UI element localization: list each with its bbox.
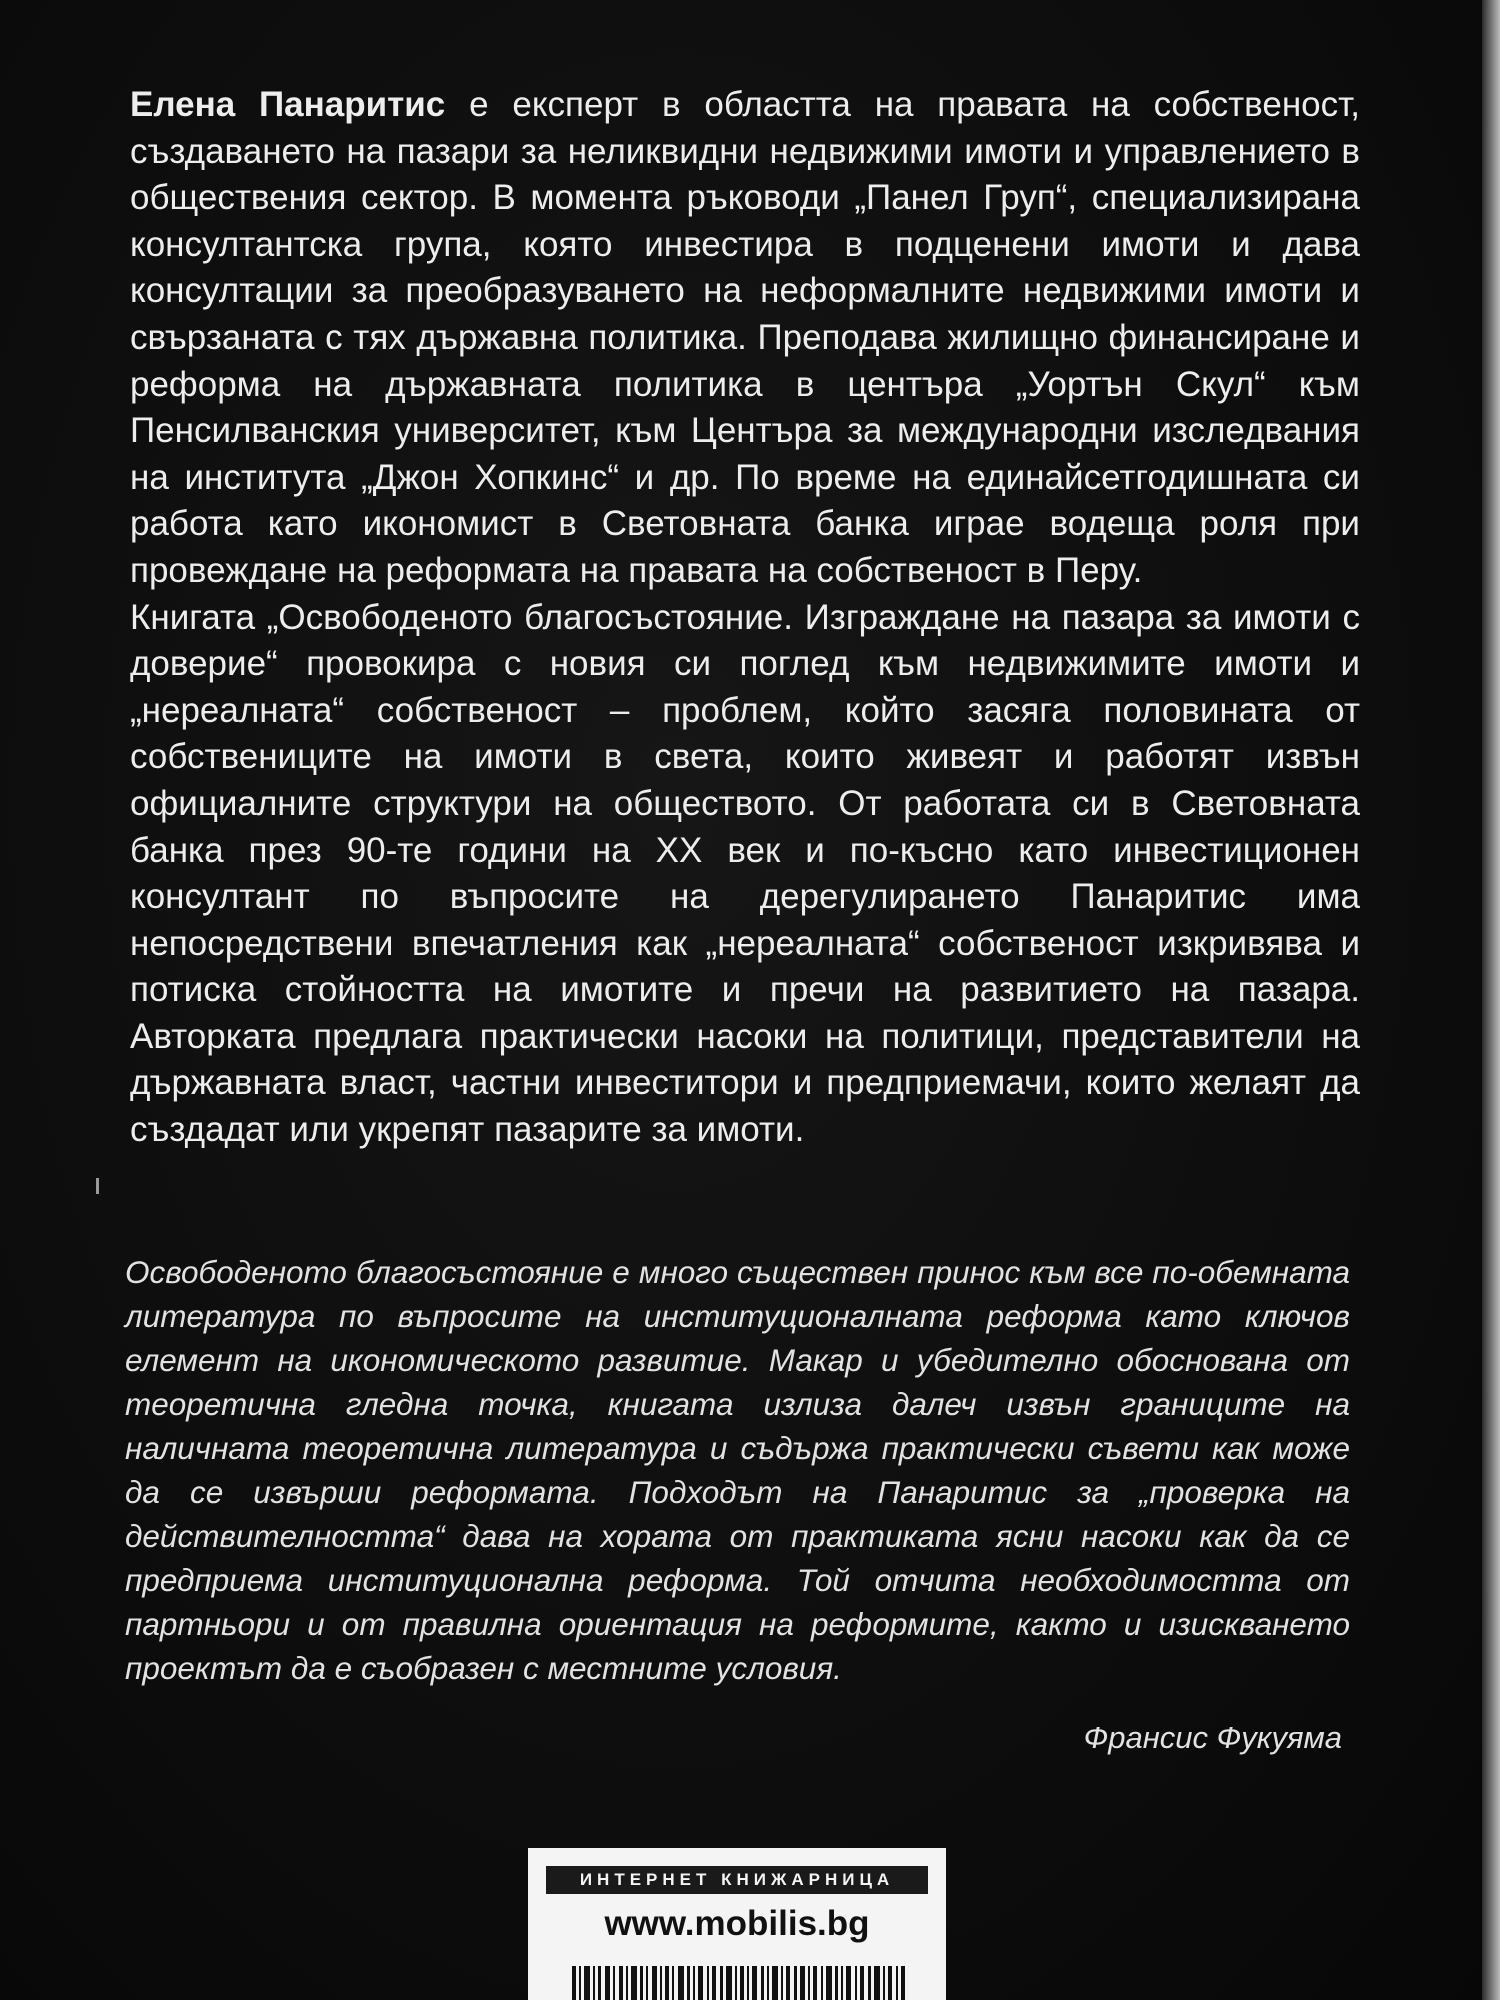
page-edge bbox=[1482, 0, 1500, 2000]
bio-paragraph-2: Книгата „Освободеното благосъстояние. Изграждане на пазара за имоти с доверие“ провокира с новия си поглед към недвижимите имоти и „нереалната“ собственост – проблем, който засяга половината от собствениците на имоти в света, които живеят и работят извън официалните структури на обществото. От работата си в Световната банка през 90-те години на XX век и по-късно като инвестиционен консултант по въпросите на дерегулирането Панаритис има непосредствени впечатления как „нереалната“ собственост изкривява и потиска стойността на имотите и пречи на развитието на пазара. Авторката предлага практически насоки на политици, представители на държавната власт, частни инвеститори и предприемачи, които желаят да създадат или укрепят пазарите за имоти. bbox=[130, 597, 1360, 1150]
sticker-band-label: ИНТЕРНЕТ КНИЖАРНИЦА bbox=[546, 1866, 928, 1894]
review-quote: Освободеното благосъстояние е много съществен принос към все по-обемната литература по въпросите на институционалната реформа като ключов елемент на икономическото развитие. Макар и убедително обоснована от теоретична гледна точка, книгата излиза далеч извън границите на наличната теоретична литература и съдържа практически съвети как може да се извърши реформата. Подходът на Панаритис за „проверка на действителността“ дава на хората от практиката ясни насоки как да се предприема институционална реформа. Той отчита необходимостта от партньори и от правилна ориентация на реформите, както и изискването проектът да е съобразен с местните условия. bbox=[125, 1254, 1350, 1686]
sticker-url: www.mobilis.bg bbox=[604, 1904, 870, 1943]
bookstore-sticker bbox=[528, 1848, 946, 2000]
author-bio bbox=[130, 82, 1360, 1154]
bio-paragraph-1-text: е експерт в областта на правата на собственост, създаването на пазари за неликвидни недвижими имоти и управлението в обществения сектор. В момента ръководи „Панел Груп“, специализирана консултантска група, която инвестира в подценени имоти и дава консултации за преобразуването на неформалните недвижими имоти и свързаната с тях държавна политика. Преподава жилищно финансиране и реформа на държавната политика в центъра „Уортън Скул“ към Пенсилванския университет, към Центъра за международни изследвания на института „Джон Хопкинс“ и др. По време на единайсетгодишната си работа като икономист в Световната банка играе водеща роля при провеждане на реформата на правата на собственост в Перу. bbox=[130, 85, 1360, 590]
author-name: Елена Панаритис bbox=[130, 85, 446, 124]
bio-paragraph-1 bbox=[130, 82, 1360, 595]
print-mark bbox=[96, 1178, 99, 1194]
barcode-icon bbox=[568, 1956, 908, 2000]
quote-author: Франсис Фукуяма bbox=[1083, 1720, 1342, 1755]
